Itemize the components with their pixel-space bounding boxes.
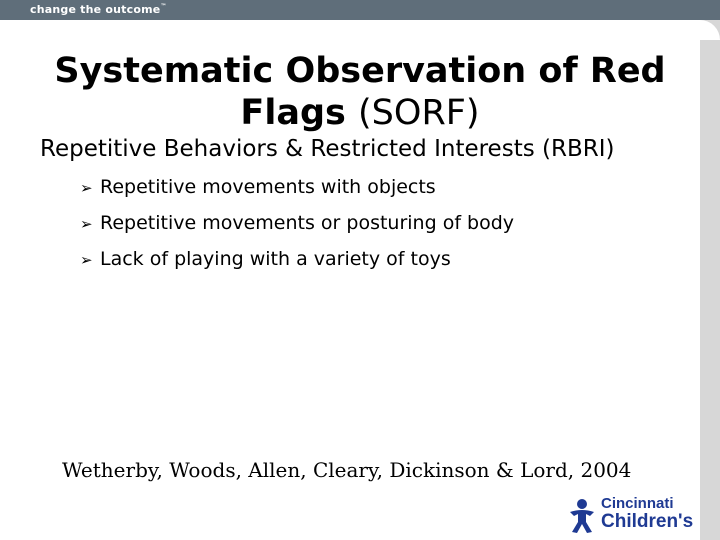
logo xyxy=(566,496,700,536)
list-item xyxy=(80,242,514,278)
logo-line2: Children's xyxy=(601,511,694,532)
title-bold: Systematic Observation of Red Flags xyxy=(54,51,666,133)
list-item xyxy=(80,206,514,242)
bullet-text: Repetitive movements with objects xyxy=(100,176,436,198)
arrow-bullet-icon: ➢ xyxy=(80,179,93,197)
tagline-text: change the outcome xyxy=(30,3,161,16)
tagline xyxy=(30,3,167,16)
bullet-text: Lack of playing with a variety of toys xyxy=(100,248,451,270)
slide-title xyxy=(20,50,700,134)
title-acronym: (SORF) xyxy=(358,93,480,133)
header-bar xyxy=(0,0,720,20)
trademark-mark: ™ xyxy=(160,3,167,10)
list-item xyxy=(80,170,514,206)
arrow-bullet-icon: ➢ xyxy=(80,215,93,233)
bullet-list xyxy=(80,170,514,278)
logo-text xyxy=(601,496,693,532)
side-bar xyxy=(700,20,720,540)
bullet-text: Repetitive movements or posturing of body xyxy=(100,212,515,234)
slide-subtitle: Repetitive Behaviors & Restricted Interests (RBRI) xyxy=(40,136,615,162)
citation: Wetherby, Woods, Allen, Cleary, Dickinson & Lord, 2004 xyxy=(62,458,632,482)
child-figure-icon xyxy=(566,498,598,534)
arrow-bullet-icon: ➢ xyxy=(80,251,93,269)
logo-line1: Cincinnati xyxy=(601,495,674,512)
